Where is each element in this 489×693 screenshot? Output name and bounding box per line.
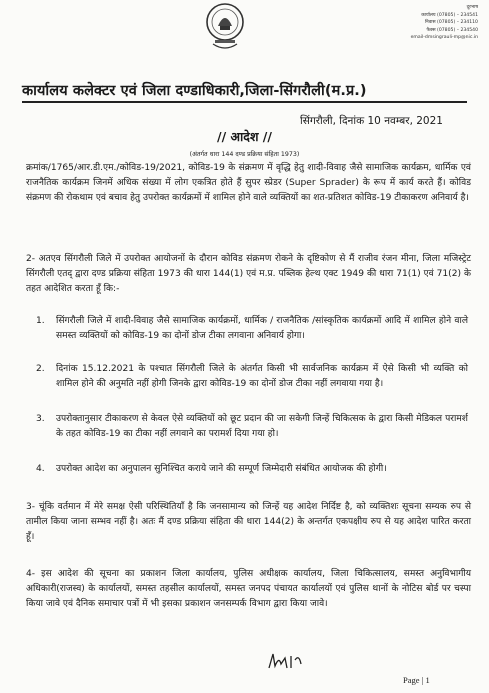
item-text: दिनांक 15.12.2021 के पश्चात सिंगरौली जिले के अंतर्गत किसी भी सार्वजनिक कार्यक्रम में ऐसे किसी भी व्यक्ति को शामिल होने की अनुमति नहीं होगी जिनके द्वारा कोविड-19 का दोनों डोज टीका नहीं लगवाया गया है। [56, 364, 468, 390]
order-item-3 [36, 412, 468, 442]
item-number: 4. [36, 464, 45, 474]
paragraph-1: क्रमांक/1765/आर.डी.एम./कोविड-19/2021, कोविड-19 के संक्रमण में वृद्धि हेतु शादी-विवाह जैसे सामाजिक कार्यक्रम, धार्मिक एवं राजनैतिक कार्यक्रम जिनमें अधिक संख्या में लोग एकत्रित होते हैं सुपर स्प्रेडर (Super Sprader) के रूप में कार्य करते हैं। कोविड संक्रमण की रोकथाम एवं बचाव हेतु उपरोक्त कार्यक्रमों में शामिल होने वाले व्यक्तियों का शत-प्रतिशत कोविड-19 टीकाकरण अनिवार्य है। [26, 163, 471, 204]
item-text: उपरोक्तानुसार टीकाकरण से केवल ऐसे व्यक्तियों को छूट प्रदान की जा सकेगी जिन्हें चिकित्सक के द्वारा किसी मेडिकल परामर्श के तहत कोविड-19 का टीका नहीं लगवाने का परामर्श दिया गया हो। [56, 414, 468, 440]
page-number: Page | 1 [403, 675, 430, 685]
paragraph-4: 4- इस आदेश की सूचना का प्रकाशन जिला कार्यालय, पुलिस अधीक्षक कार्यालय, जिला चिकित्सालय, समस्त अनुविभागीय अधिकारी(राजस्व) के कार्यालयों, समस्त तहसील कार्यालयों, समस्त जनपद पंचायत कार्यालयों एवं पुलिस थानों के नोटिस बोर्ड पर चस्पा किया जावे एवं दैनिक समाचार पत्रों में भी इसका प्रकाशन जनसम्पर्क विभाग द्वारा किया जावे। [26, 569, 471, 610]
order-subtitle: (अंतर्गत धारा 144 दण्ड प्रक्रिया संहिता 1973) [189, 151, 300, 158]
header-divider [22, 101, 467, 103]
contact-line: दूरभाष [466, 5, 478, 10]
order-title: // आदेश // [217, 129, 272, 144]
item-number: 3. [36, 414, 45, 424]
contact-line: कार्यालय (07805) – 234541 [421, 12, 478, 18]
item-text: उपरोक्त आदेश का अनुपालन सुनिश्चित कराये जाने की सम्पूर्ण जिम्मेदारी संबंधित आयोजक की होगी। [56, 464, 387, 474]
contact-line: निवास (07805) – 234110 [424, 20, 478, 26]
state-emblem-icon [205, 2, 245, 54]
order-item-4 [36, 462, 468, 477]
office-title: कार्यालय कलेक्टर एवं जिला दण्डाधिकारी,जिला-सिंगरौली(म.प्र.) [22, 83, 367, 99]
paragraph-3: 3- चूंकि वर्तमान में मेरे समक्ष ऐसी परिस्थितियाँ है कि जनसामान्य को जिन्हें यह आदेश निर्दिष्ट है, को व्यक्तिशः सूचना सम्यक रुप से तामील किया जाना सम्भव नहीं है। अतः मैं दण्ड प्रक्रिया संहिता की धारा 144(2) के अन्तर्गत एकपक्षीय रुप से यह आदेश पारित करता हूँ। [26, 502, 471, 543]
contact-email: email-dmsingrauli-mp@nic.in [410, 35, 478, 41]
item-number: 1. [36, 316, 45, 326]
signature-icon [265, 650, 305, 672]
contact-line: फैक्स (07805) – 234540 [426, 27, 478, 33]
date-line: सिंगरौली, दिनांक 10 नवम्बर, 2021 [300, 115, 443, 127]
item-text: सिंगरौली जिले में शादी-विवाह जैसे सामाजिक कार्यक्रमों, धार्मिक / राजनैतिक /सांस्कृतिक कार्यक्रमों आदि में शामिल होने वाले समस्त व्यक्तियों को कोविड-19 का दोनों डोज टीका लगवाना अनिवार्य होगा। [56, 316, 468, 342]
contact-block [338, 4, 478, 42]
item-number: 2. [36, 364, 45, 374]
order-item-2 [36, 362, 468, 392]
paragraph-2: 2- अतएव सिंगरौली जिले में उपरोक्त आयोजनों के दौरान कोविड संक्रमण रोकने के दृष्टिकोण से मैं राजीव रंजन मीना, जिला मजिस्ट्रेट सिंगरौली एतद् द्वारा दण्ड प्रक्रिया संहिता 1973 की धारा 144(1) एवं म.प्र. पब्लिक हेल्थ एक्ट 1949 की धारा 71(1) एवं 71(2) के तहत आदेशित करता हूँ कि:- [26, 254, 471, 295]
order-item-1 [36, 314, 468, 344]
